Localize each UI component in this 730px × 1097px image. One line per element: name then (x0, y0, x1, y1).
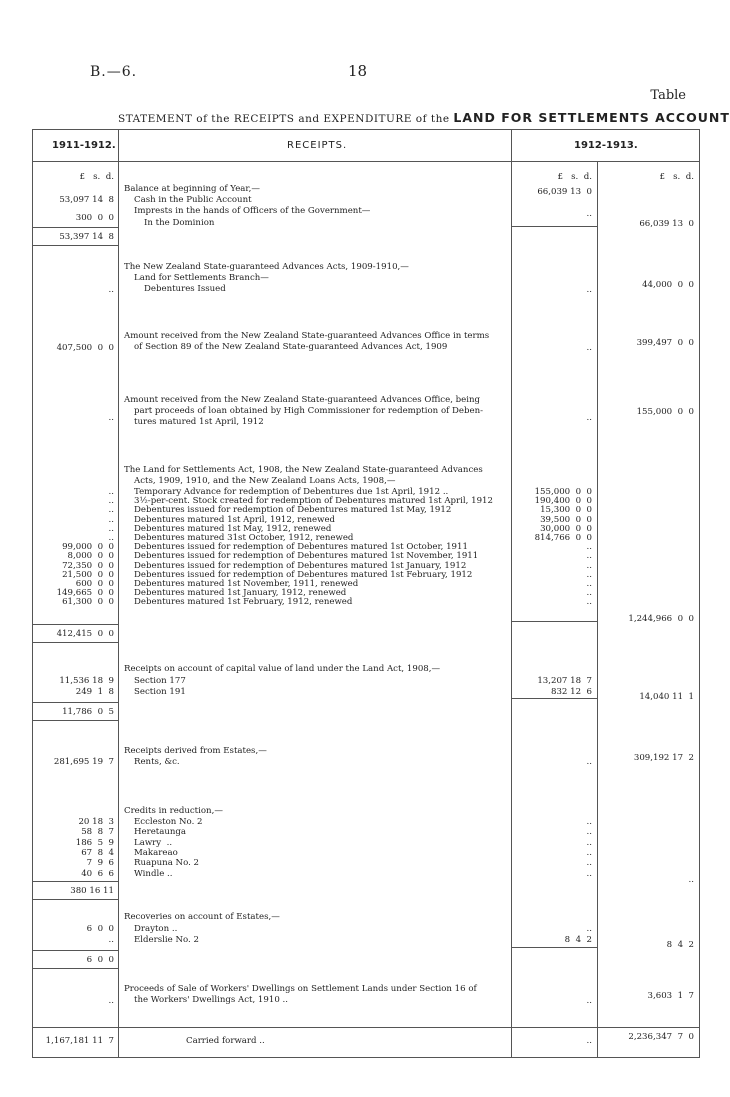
carried-forward-left: 1,167,181 11 7 (45, 1036, 114, 1046)
credits-left-rule-2 (32, 899, 118, 900)
line-item-label: Section 191 (134, 686, 186, 697)
title-bold: LAND FOR SETTLEMENTS ACCOUNT (453, 110, 730, 125)
line-item-mid-value: 39,500 0 0 (540, 514, 592, 525)
line-item-left-value: 186 5 9 (75, 837, 114, 848)
balance-mid-cash: 66,039 13 0 (537, 187, 592, 197)
line-item-label: Section 177 (134, 676, 186, 686)
line-item-left-value: 99,000 0 0 (62, 542, 114, 553)
estates-right: 309,192 17 2 (633, 753, 694, 763)
line-item-label: Debentures matured 31st October, 1912, renewed (134, 533, 354, 543)
balance-imprests-line: Imprests in the hands of Officers of the Government— (134, 206, 371, 217)
line-item-left-value: .. (108, 934, 114, 945)
statement-title (118, 110, 730, 125)
loan-proceeds-mid: .. (586, 413, 592, 423)
balance-left-total: 53,397 14 8 (59, 232, 114, 242)
line-item-mid-value: 30,000 0 0 (540, 523, 592, 534)
advances-office-line1: Amount received from the New Zealand State-guaranteed Advances Office in terms (124, 331, 490, 341)
col-header-1911-1912: 1911-1912. (52, 140, 116, 151)
line-item-left-value: 40 6 6 (81, 868, 114, 879)
balance-dominion-line: In the Dominion (144, 217, 215, 228)
line-item-mid-value: .. (586, 542, 592, 553)
line-item-left-value: .. (108, 533, 114, 543)
line-item-left-value: 11,536 18 9 (59, 676, 114, 686)
advances-office-left: 407,500 0 0 (56, 343, 114, 353)
workers-dwellings-block (124, 984, 512, 1006)
advances-office-mid: .. (586, 343, 592, 353)
credits-left-total: 380 16 11 (70, 886, 114, 896)
line-item-mid-value: .. (586, 847, 592, 858)
advances-acts-mid: .. (586, 285, 592, 295)
balance-mid-rule (511, 226, 597, 227)
line-item-left-value: 61,300 0 0 (62, 597, 114, 608)
line-item-left-value: 20 18 3 (78, 817, 114, 827)
lfs-left-total: 412,415 0 0 (56, 629, 114, 639)
col-header-receipts: RECEIPTS. (287, 140, 348, 151)
balance-cash-line: Cash in the Public Account (134, 195, 252, 206)
lfs-act-line2: Acts, 1909, 1910, and the New Zealand Loans Acts, 1908,— (134, 476, 396, 487)
table-top-rule (32, 129, 700, 130)
line-item-label: Debentures matured 1st January, 1912, renewed (134, 588, 347, 599)
table-bottom-rule (32, 1027, 700, 1028)
loan-proceeds-block (124, 395, 512, 429)
advances-office-right: 399,497 0 0 (636, 338, 694, 348)
balance-right-total: 66,039 13 0 (639, 219, 694, 229)
advances-acts-right: 44,000 0 0 (642, 280, 694, 290)
line-item-mid-value: .. (586, 597, 592, 608)
line-item-label: Debentures matured 1st November, 1911, renewed (134, 579, 359, 589)
advances-acts-block (124, 262, 512, 296)
line-item-left-value: .. (108, 496, 114, 507)
carried-forward-mid: .. (586, 1036, 592, 1046)
recoveries-heading: Recoveries on account of Estates,— (124, 912, 280, 922)
line-item-left-value: 8,000 0 0 (67, 551, 114, 562)
unit-heading-mid: £ s. d. (557, 172, 592, 182)
line-item-mid-value: 832 12 6 (550, 686, 592, 697)
line-item-label: Heretaunga (134, 827, 187, 838)
recoveries-left-rule (32, 950, 118, 951)
line-item-mid-value: .. (586, 858, 592, 869)
credits-right-total: .. (688, 875, 694, 885)
land-mid-rule (511, 698, 597, 699)
line-item-label: Ruapuna No. 2 (134, 858, 200, 869)
unit-heading-right: £ s. d. (659, 172, 694, 182)
line-item-left-value: .. (108, 514, 114, 525)
line-item-label: Eccleston No. 2 (134, 817, 203, 827)
line-item-mid-value: 190,400 0 0 (534, 496, 592, 507)
line-item-left-value: .. (108, 505, 114, 516)
workers-dwellings-mid: .. (586, 996, 592, 1006)
lfs-left-rule (32, 624, 118, 625)
balance-left-rule (32, 227, 118, 228)
line-item-left-value: .. (108, 487, 114, 497)
lfs-act-heading (124, 465, 512, 487)
advances-office-line2: of Section 89 of the New Zealand State-guaranteed Advances Act, 1909 (134, 342, 448, 353)
line-item-mid-value: .. (586, 560, 592, 571)
recoveries-mid-rule (511, 947, 597, 948)
line-item-label: Windle .. (134, 868, 173, 879)
advances-acts-line2: Land for Settlements Branch— (134, 273, 269, 284)
carried-forward-label: Carried forward .. (186, 1036, 265, 1046)
estates-mid: .. (586, 757, 592, 767)
line-item-label: Debentures matured 1st April, 1912, renewed (134, 514, 336, 525)
line-item-left-value: 249 1 8 (75, 686, 114, 697)
balance-block (124, 184, 512, 229)
line-item-label: Debentures issued for redemption of Debentures matured 1st February, 1912 (134, 569, 473, 580)
credits-left-rule (32, 881, 118, 882)
balance-left-rule-2 (32, 245, 118, 246)
estates-block (124, 746, 512, 768)
loan-proceeds-line1: Amount received from the New Zealand State-guaranteed Advances Office, being (124, 395, 481, 405)
header-bottom-rule (32, 161, 700, 162)
line-item-mid-value: 155,000 0 0 (534, 487, 592, 497)
balance-heading: Balance at beginning of Year,— (124, 184, 260, 194)
land-left-rule-2 (32, 720, 118, 721)
document-reference: B.—6. (90, 64, 138, 80)
loan-proceeds-line2: part proceeds of loan obtained by High Commissioner for redemption of Deben- (134, 406, 484, 417)
estates-left: 281,695 19 7 (53, 757, 114, 767)
line-item-label: Debentures matured 1st February, 1912, renewed (134, 597, 353, 608)
carried-forward-right: 2,236,347 7 0 (628, 1032, 694, 1042)
lfs-left-rule-2 (32, 642, 118, 643)
line-item-label: Lawry .. (134, 837, 173, 848)
line-item-label: Elderslie No. 2 (134, 934, 199, 945)
line-item-mid-value: 8 4 2 (564, 934, 592, 945)
workers-dwellings-left: .. (108, 996, 114, 1006)
loan-proceeds-left: .. (108, 413, 114, 423)
line-item-left-value: 72,350 0 0 (62, 560, 114, 571)
line-item-mid-value: .. (586, 817, 592, 827)
line-item-mid-value: .. (586, 924, 592, 934)
loan-proceeds-right: 155,000 0 0 (636, 407, 694, 417)
line-item-label: Makareao (134, 847, 178, 858)
col-rule-3 (597, 161, 598, 1058)
balance-mid-dominion: .. (586, 209, 592, 219)
recoveries-left-total: 6 0 0 (86, 955, 114, 965)
line-item-label: Debentures issued for redemption of Debentures matured 1st November, 1911 (134, 551, 479, 562)
workers-dwellings-line2: the Workers' Dwellings Act, 1910 .. (134, 995, 288, 1006)
col-rule-right (699, 129, 700, 1058)
balance-left-dominion: 300 0 0 (75, 213, 114, 223)
col-rule-left (32, 129, 33, 1058)
workers-dwellings-line1: Proceeds of Sale of Workers' Dwellings on Settlement Lands under Section 16 of (124, 984, 477, 994)
line-item-mid-value: .. (586, 579, 592, 589)
workers-dwellings-right: 3,603 1 7 (647, 991, 694, 1001)
col-rule-1 (118, 129, 119, 1058)
line-item-label: Temporary Advance for redemption of Debentures due 1st April, 1912 .. (134, 487, 449, 497)
table-end-rule (32, 1057, 700, 1058)
line-item-left-value: 67 8 4 (81, 847, 114, 858)
recoveries-right-total: 8 4 2 (666, 940, 694, 950)
line-item-mid-value: 13,207 18 7 (537, 676, 592, 686)
loan-proceeds-line3: tures matured 1st April, 1912 (134, 417, 264, 428)
title-prefix: STATEMENT of the RECEIPTS and EXPENDITURE of the (118, 113, 450, 125)
land-act-heading: Receipts on account of capital value of land under the Land Act, 1908,— (124, 664, 441, 674)
line-item-left-value: 21,500 0 0 (62, 569, 114, 580)
page-number: 18 (348, 62, 368, 80)
line-item-left-value: 58 8 7 (81, 827, 114, 838)
unit-heading-left: £ s. d. (79, 172, 114, 182)
estates-rents-line: Rents, &c. (134, 757, 180, 768)
lfs-mid-rule (511, 621, 597, 622)
estates-heading: Receipts derived from Estates,— (124, 746, 267, 756)
advances-acts-left: .. (108, 285, 114, 295)
advances-acts-line1: The New Zealand State-guaranteed Advances Acts, 1909-1910,— (124, 262, 409, 272)
line-item-left-value: 6 0 0 (86, 924, 114, 934)
advances-office-block (124, 331, 512, 353)
line-item-mid-value: .. (586, 837, 592, 848)
line-item-label: Debentures issued for redemption of Debentures matured 1st January, 1912 (134, 560, 467, 571)
land-left-rule (32, 702, 118, 703)
lfs-right-total: 1,244,966 0 0 (628, 614, 694, 624)
line-item-mid-value: 814,766 0 0 (534, 533, 592, 543)
line-item-mid-value: .. (586, 827, 592, 838)
advances-acts-line3: Debentures Issued (144, 284, 226, 295)
line-item-left-value: 149,665 0 0 (56, 588, 114, 599)
col-header-1912-1913: 1912-1913. (574, 140, 638, 151)
line-item-label: Drayton .. (134, 924, 178, 934)
line-item-label: Debentures matured 1st May, 1912, renewed (134, 523, 332, 534)
credits-heading: Credits in reduction,— (124, 806, 223, 816)
line-item-left-value: .. (108, 523, 114, 534)
line-item-mid-value: .. (586, 588, 592, 599)
table-label: Table (650, 88, 686, 103)
recoveries-left-rule-2 (32, 968, 118, 969)
balance-left-cash: 53,097 14 8 (59, 195, 114, 205)
line-item-mid-value: 15,300 0 0 (540, 505, 592, 516)
line-item-label: Debentures issued for redemption of Debentures matured 1st October, 1911 (134, 542, 468, 553)
land-right-total: 14,040 11 1 (639, 692, 694, 702)
lfs-act-line1: The Land for Settlements Act, 1908, the New Zealand State-guaranteed Advances (124, 465, 483, 475)
line-item-left-value: 7 9 6 (86, 858, 114, 869)
land-left-total: 11,786 0 5 (62, 707, 114, 717)
line-item-mid-value: .. (586, 551, 592, 562)
line-item-label: Debentures issued for redemption of Debentures matured 1st May, 1912 (134, 505, 452, 516)
line-item-left-value: 600 0 0 (75, 579, 114, 589)
line-item-label: 3½-per-cent. Stock created for redemption of Debentures matured 1st April, 1912 (134, 496, 493, 507)
line-item-mid-value: .. (586, 569, 592, 580)
line-item-mid-value: .. (586, 868, 592, 879)
